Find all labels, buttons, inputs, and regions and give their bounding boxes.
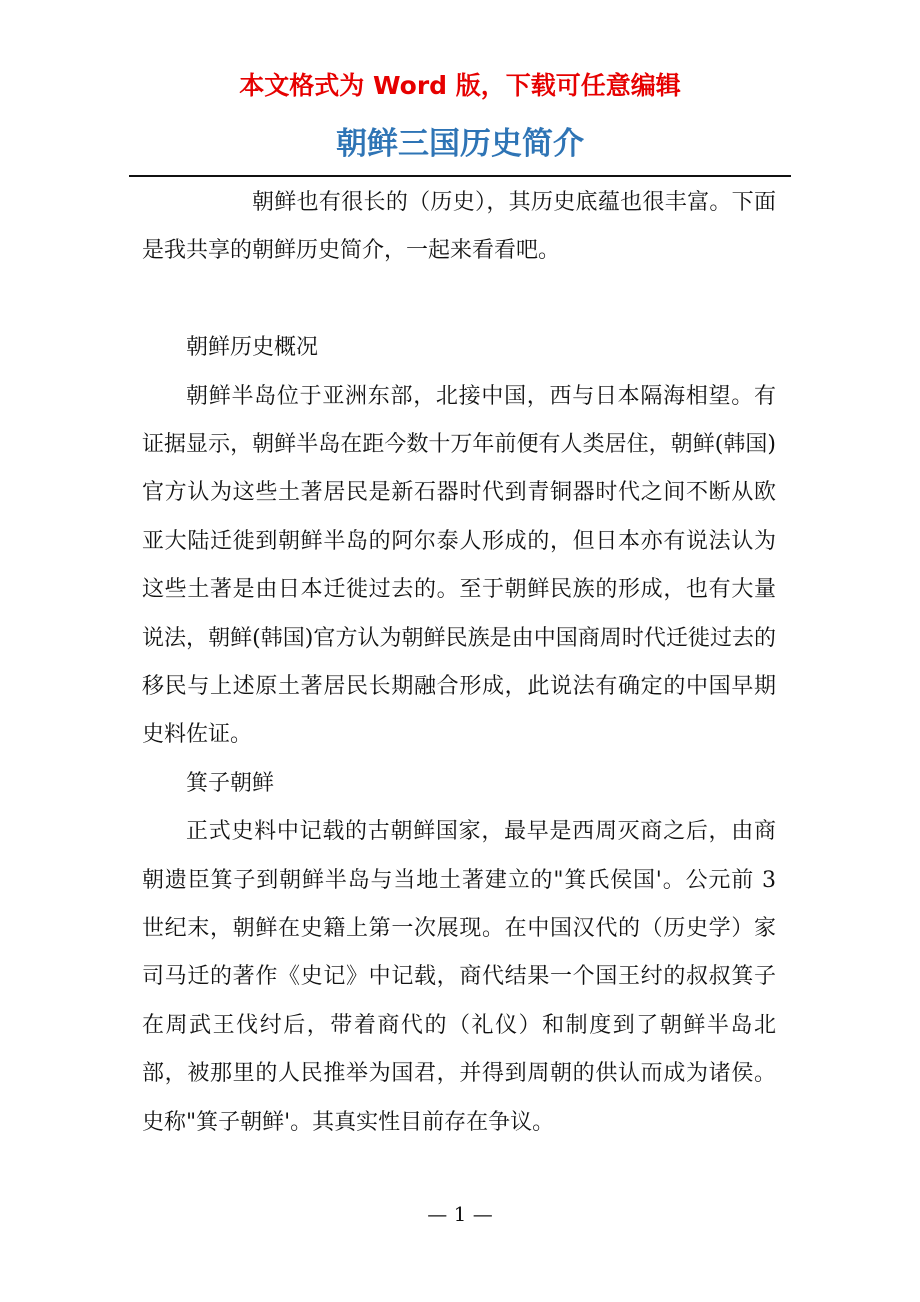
page-number: — 1 — (427, 1202, 493, 1226)
paragraph-spacer (142, 276, 776, 324)
document-title: 朝鲜三国历史简介 (336, 126, 584, 162)
section-heading-gija-joseon: 箕子朝鲜 (186, 770, 275, 796)
intro-paragraph: 朝鲜也有很长的（历史），其历史底蕴也很丰富。下面是我共享的朝鲜历史简介，一起来看看吧。 (142, 190, 776, 264)
title-divider (129, 175, 791, 177)
document-body (142, 179, 776, 1147)
gija-joseon-paragraph: 正式史料中记载的古朝鲜国家，最早是西周灭商之后，由商朝遗臣箕子到朝鲜半岛与当地土著建立的"箕氏侯国'。公元前 3 世纪末，朝鲜在史籍上第一次展现。在中国汉代的（历史学）家司马迁的著作《史记》中记载，商代结果一个国王纣的叔叔箕子在周武王伐纣后，带着商代的（礼仪）和制度到了朝鲜半岛北部，被那里的人民推举为国君，并得到周朝的供认而成为诸侯。史称"箕子朝鲜'。其真实性目前存在争议。 (142, 819, 776, 1135)
section-heading-overview: 朝鲜历史概况 (186, 335, 319, 361)
format-notice-banner: 本文格式为 Word 版，下载可任意编辑 (239, 71, 681, 100)
overview-paragraph: 朝鲜半岛位于亚洲东部，北接中国，西与日本隔海相望。有证据显示，朝鲜半岛在距今数十万年前便有人类居住，朝鲜(韩国)官方认为这些土著居民是新石器时代到青铜器时代之间不断从欧亚大陆迁徙到朝鲜半岛的阿尔泰人形成的，但日本亦有说法认为这些土著是由日本迁徙过去的。至于朝鲜民族的形成，也有大量说法，朝鲜(韩国)官方认为朝鲜民族是由中国商周时代迁徙过去的移民与上述原土著居民长期融合形成，此说法有确定的中国早期史料佐证。 (142, 383, 776, 748)
